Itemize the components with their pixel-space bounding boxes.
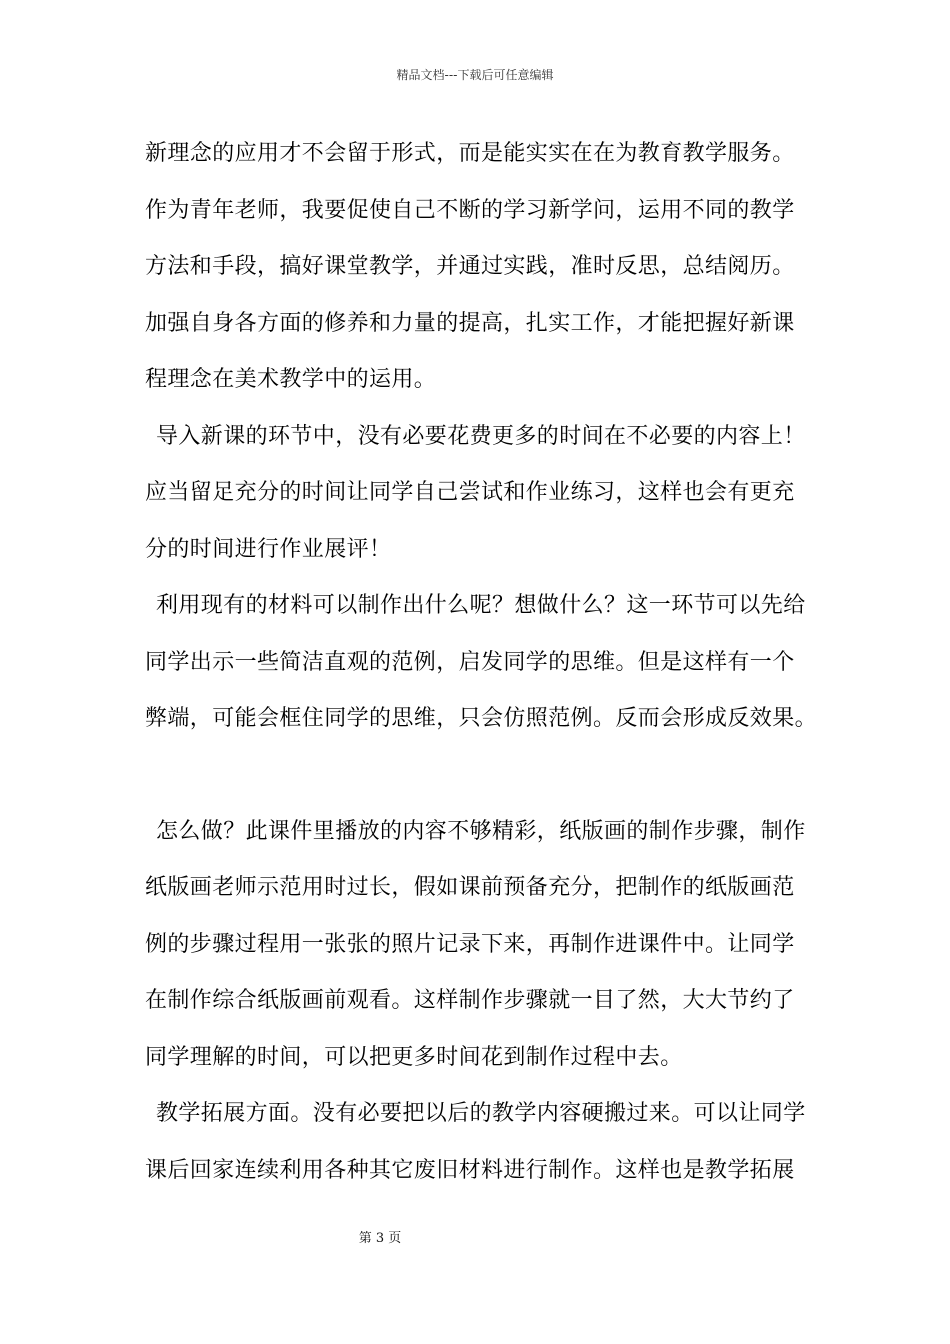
page-number: 第 3 页 (358, 1231, 402, 1246)
paragraph (145, 1086, 825, 1199)
text-line: 作为青年老师，我要促使自己不断的学习新学问，运用不同的教学 (145, 197, 795, 223)
text-line: 弊端，可能会框住同学的思维，只会仿照范例。反而会形成反效果。 (145, 706, 818, 731)
text-line: 方法和手段，搞好课堂教学，并通过实践，准时反思，总结阅历。 (145, 254, 795, 279)
paragraph (145, 126, 825, 409)
paragraph (145, 578, 825, 748)
text-line: 应当留足充分的时间让同学自己尝试和作业练习，这样也会有更充 (145, 480, 795, 505)
paragraph (145, 804, 825, 1087)
text-line: 分的时间进行作业展评！ (145, 536, 392, 562)
text-line: 课后回家连续利用各种其它废旧材料进行制作。这样也是教学拓展 (145, 1157, 795, 1183)
text-line: 程理念在美术教学中的运用。 (145, 367, 437, 392)
text-line: 同学出示一些简洁直观的范例，启发同学的思维。但是这样有一个 (145, 649, 795, 675)
text-line: 利用现有的材料可以制作出什么呢？想做什么？这一环节可以先给 (156, 593, 806, 618)
text-line: 导入新课的环节中，没有必要花费更多的时间在不必要的内容上！ (156, 423, 806, 449)
text-line: 怎么做？此课件里播放的内容不够精彩，纸版画的制作步骤，制作 (156, 818, 806, 844)
text-line: 同学理解的时间，可以把更多时间花到制作过程中去。 (145, 1044, 683, 1070)
text-line: 纸版画老师示范用时过长，假如课前预备充分，把制作的纸版画范 (145, 875, 795, 900)
paragraph-gap (145, 748, 825, 804)
text-line: 新理念的应用才不会留于形式，而是能实实在在为教育教学服务。 (145, 141, 795, 166)
text-line: 教学拓展方面。没有必要把以后的教学内容硬搬过来。可以让同学 (156, 1101, 806, 1126)
text-line: 加强自身各方面的修养和力量的提高，扎实工作，才能把握好新课 (145, 310, 795, 336)
text-line: 在制作综合纸版画前观看。这样制作步骤就一目了然，大大节约了 (145, 988, 795, 1013)
page-header: 精品文档---下载后可任意编辑 (396, 68, 554, 82)
paragraph (145, 409, 825, 579)
text-line: 例的步骤过程用一张张的照片记录下来，再制作进课件中。让同学 (145, 931, 795, 957)
document-body (145, 126, 825, 1199)
